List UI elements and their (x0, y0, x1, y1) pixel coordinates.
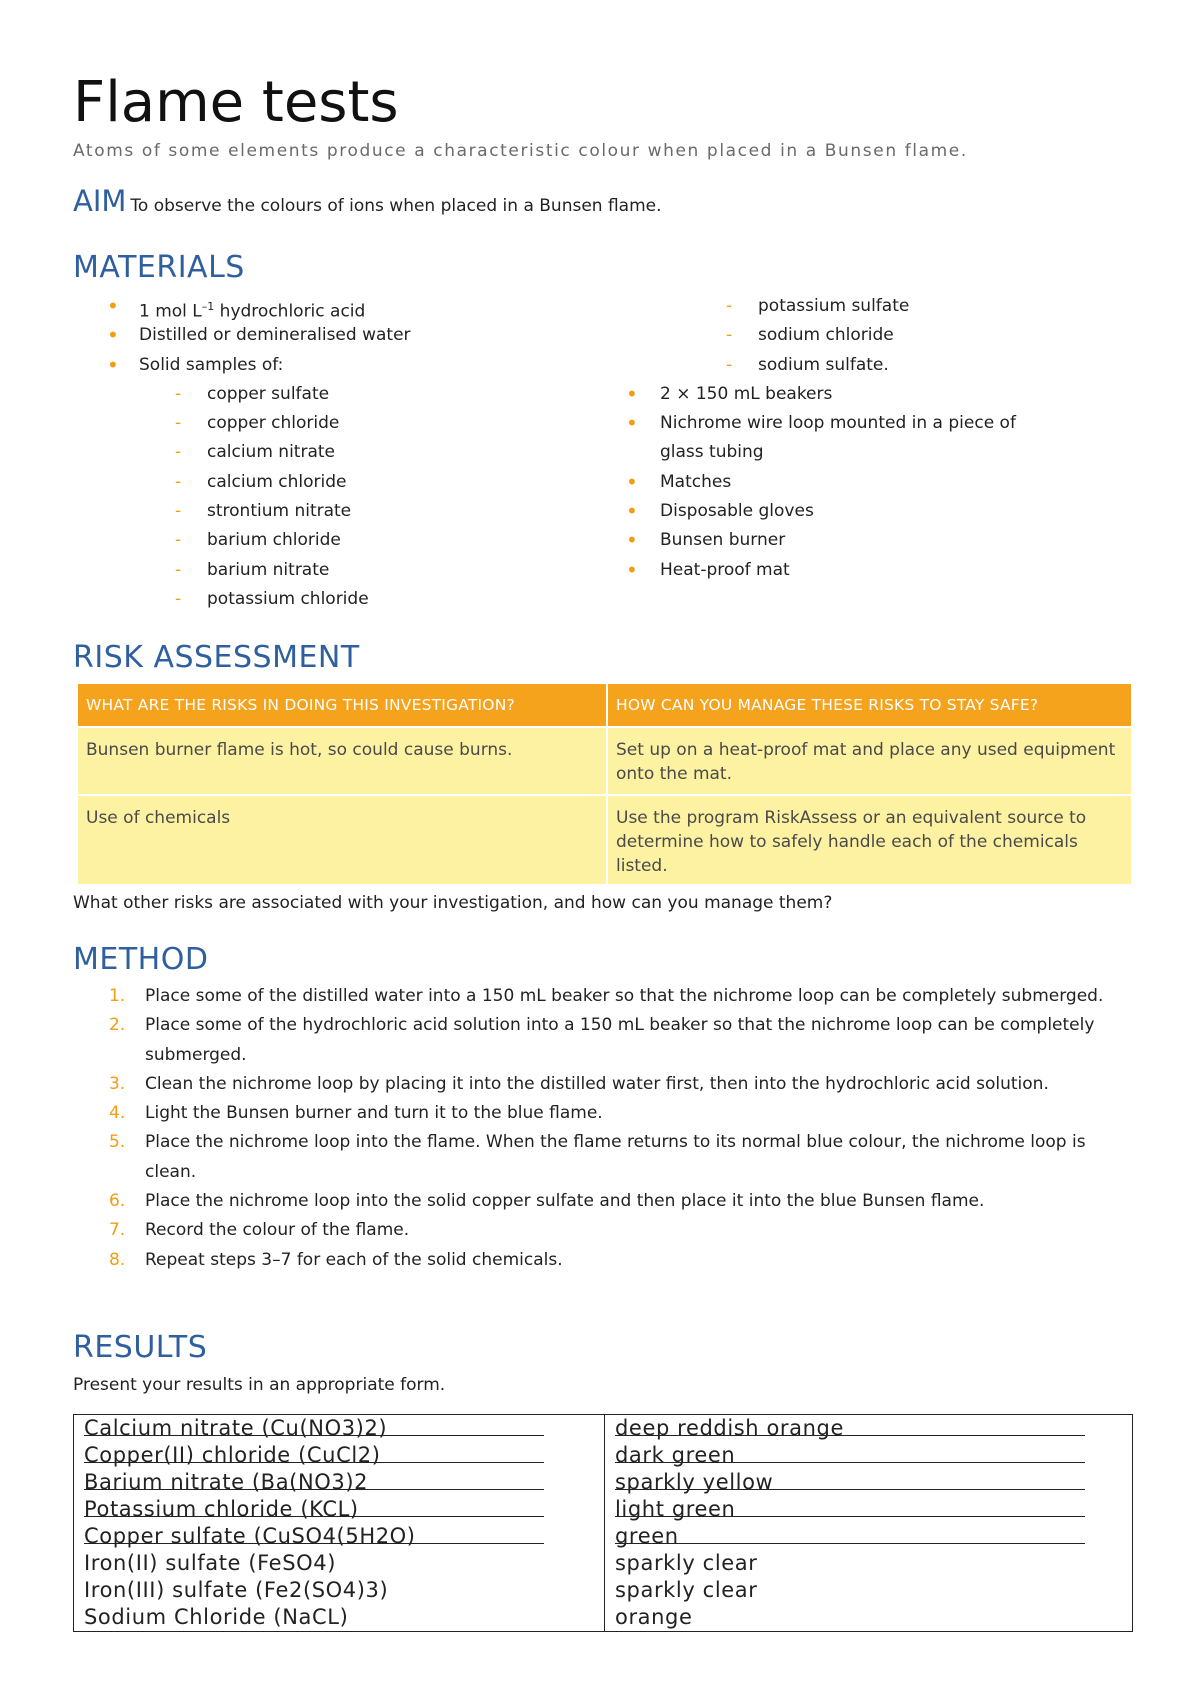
risk-row (77, 795, 1132, 885)
risk-table (76, 682, 1133, 886)
materials-list-right (626, 292, 1133, 585)
step-number: 1. (109, 986, 126, 1006)
chemical-cell (74, 1469, 605, 1496)
materials-item (640, 351, 1133, 380)
materials-item (73, 321, 633, 350)
step-text: Place the nichrome loop into the solid copper sulfate and then place it into the blue Bunsen flame. (145, 1191, 985, 1212)
step-text: Place some of the distilled water into a 150 mL beaker so that the nichrome loop can be completely submerged. (145, 986, 1104, 1006)
step-text: Place the nichrome loop into the flame. When the flame returns to its normal blue colour, the nichrome loop is clean. (145, 1132, 1086, 1182)
step-number: 2. (109, 1015, 126, 1036)
dash-icon: - (726, 325, 733, 346)
materials-item (640, 438, 1133, 467)
results-row (74, 1577, 1133, 1604)
method-heading: METHOD (73, 942, 209, 977)
materials-item-text: Disposable gloves (660, 501, 814, 522)
method-step (73, 1099, 1133, 1128)
results-row (74, 1604, 1133, 1632)
colour-text: sparkly clear (615, 1551, 758, 1575)
step-text: Repeat steps 3–7 for each of the solid chemicals. (145, 1249, 563, 1270)
chemical-cell (74, 1415, 605, 1443)
colour-text: dark green (615, 1442, 1085, 1463)
dash-icon: - (726, 354, 733, 375)
materials-item-text: Bunsen burner (660, 530, 786, 551)
materials-item (73, 468, 633, 497)
chemical-cell (74, 1550, 605, 1577)
results-instruction: Present your results in an appropriate form. (73, 1375, 446, 1395)
colour-cell (605, 1442, 1133, 1469)
step-number: 7. (109, 1220, 126, 1241)
step-number: 6. (109, 1191, 126, 1212)
method-step (73, 1246, 1133, 1275)
bullet-icon: • (626, 557, 638, 582)
risk-col-header: WHAT ARE THE RISKS IN DOING THIS INVESTIGATION? (77, 683, 607, 727)
materials-item-text: strontium nitrate (207, 501, 352, 522)
colour-text: sparkly clear (615, 1578, 758, 1602)
risk-assessment-heading: RISK ASSESSMENT (73, 640, 360, 675)
dash-icon: - (175, 442, 182, 463)
colour-cell (605, 1523, 1133, 1550)
colour-cell (605, 1550, 1133, 1577)
materials-item (626, 526, 1133, 555)
superscript: –1 (201, 300, 215, 313)
step-number: 8. (109, 1249, 126, 1270)
materials-item-text: Matches (660, 471, 732, 492)
materials-item-base: 1 mol L (139, 301, 202, 322)
chemical-text: Copper sulfate (CuSO4(5H2O) (84, 1523, 544, 1544)
chemical-text: Sodium Chloride (NaCL) (84, 1605, 349, 1629)
bullet-icon: • (107, 294, 119, 318)
chemical-cell (74, 1442, 605, 1469)
step-number: 5. (109, 1132, 126, 1153)
manage-cell: Use the program RiskAssess or an equivalent source to determine how to safely handle each of the chemicals listed. (607, 795, 1132, 885)
materials-item-text: Solid samples of: (139, 354, 284, 375)
materials-item (626, 409, 1133, 438)
colour-text: green (615, 1523, 1085, 1544)
bullet-icon: • (107, 323, 119, 348)
aim-line (73, 184, 662, 218)
step-text: Place some of the hydrochloric acid solution into a 150 mL beaker so that the nichrome loop can be completely submerged. (145, 1015, 1095, 1065)
step-text: Record the colour of the flame. (145, 1220, 410, 1241)
dash-icon: - (175, 501, 182, 522)
materials-item-text: sodium chloride (758, 325, 894, 346)
materials-item-text: calcium chloride (207, 471, 347, 492)
dash-icon: - (175, 471, 182, 492)
materials-item-text: 2 × 150 mL beakers (660, 383, 833, 404)
results-heading: RESULTS (73, 1330, 208, 1365)
manage-cell: Set up on a heat-proof mat and place any used equipment onto the mat. (607, 727, 1132, 795)
materials-item (73, 438, 633, 467)
method-step (73, 1070, 1133, 1099)
colour-text: sparkly yellow (615, 1469, 1085, 1490)
materials-item-text: glass tubing (660, 442, 764, 463)
chemical-text: Calcium nitrate (Cu(NO3)2) (84, 1415, 544, 1436)
materials-item-text: copper chloride (207, 413, 340, 434)
chemical-cell (74, 1523, 605, 1550)
materials-item-text: Nichrome wire loop mounted in a piece of (660, 413, 1016, 434)
aim-label: AIM (73, 184, 127, 218)
bullet-icon: • (107, 352, 119, 377)
chemical-text: Copper(II) chloride (CuCl2) (84, 1442, 544, 1463)
colour-cell (605, 1496, 1133, 1523)
materials-item-text: barium chloride (207, 530, 341, 551)
dash-icon: - (175, 413, 182, 434)
chemical-text: Iron(II) sulfate (FeSO4) (84, 1551, 337, 1575)
results-row (74, 1523, 1133, 1550)
materials-item (73, 351, 633, 380)
step-text: Light the Bunsen burner and turn it to the blue flame. (145, 1103, 603, 1124)
risk-row (77, 727, 1132, 795)
method-step (73, 1187, 1133, 1216)
chemical-cell (74, 1604, 605, 1632)
method-step (73, 982, 1133, 1011)
results-row (74, 1415, 1133, 1443)
colour-text: deep reddish orange (615, 1415, 1085, 1436)
step-number: 4. (109, 1103, 126, 1124)
materials-item (640, 292, 1133, 321)
method-step (73, 1216, 1133, 1245)
materials-list-left (73, 292, 633, 614)
colour-cell (605, 1469, 1133, 1496)
materials-item (73, 497, 633, 526)
step-number: 3. (109, 1073, 126, 1094)
method-steps-list (73, 982, 1133, 1275)
materials-item-text: Heat-proof mat (660, 559, 790, 580)
materials-item (73, 292, 633, 321)
results-row (74, 1442, 1133, 1469)
risk-cell: Use of chemicals (77, 795, 607, 885)
materials-item (626, 556, 1133, 585)
dash-icon: - (175, 588, 182, 609)
bullet-icon: • (626, 469, 638, 494)
materials-heading: MATERIALS (73, 250, 245, 285)
dash-icon: - (175, 559, 182, 580)
colour-cell (605, 1577, 1133, 1604)
chemical-text: Potassium chloride (KCL) (84, 1496, 544, 1517)
materials-item-text: sodium sulfate. (758, 354, 889, 375)
results-table (73, 1414, 1133, 1632)
page-subtitle: Atoms of some elements produce a characteristic colour when placed in a Bunsen flame. (73, 141, 968, 161)
colour-text: orange (615, 1605, 693, 1629)
materials-item-text: Distilled or demineralised water (139, 325, 411, 346)
colour-cell (605, 1415, 1133, 1443)
materials-item-text: copper sulfate (207, 383, 330, 404)
results-row (74, 1496, 1133, 1523)
materials-item (73, 380, 633, 409)
bullet-icon: • (626, 528, 638, 553)
materials-item-text: potassium sulfate (758, 296, 910, 316)
colour-text: light green (615, 1496, 1085, 1517)
dash-icon: - (175, 530, 182, 551)
materials-item (626, 497, 1133, 526)
results-row (74, 1469, 1133, 1496)
materials-item (73, 526, 633, 555)
bullet-icon: • (626, 381, 638, 406)
bullet-icon: • (626, 499, 638, 524)
risk-question: What other risks are associated with your investigation, and how can you manage them? (73, 893, 833, 913)
materials-item (626, 380, 1133, 409)
chemical-cell (74, 1577, 605, 1604)
chemical-cell (74, 1496, 605, 1523)
materials-item-text: barium nitrate (207, 559, 330, 580)
bullet-icon: • (626, 411, 638, 436)
method-step (73, 1011, 1133, 1070)
materials-item (73, 556, 633, 585)
materials-item-text: calcium nitrate (207, 442, 335, 463)
results-row (74, 1550, 1133, 1577)
materials-item (73, 585, 633, 614)
risk-cell: Bunsen burner flame is hot, so could cause burns. (77, 727, 607, 795)
risk-table-header-row (77, 683, 1132, 727)
method-step (73, 1128, 1133, 1187)
dash-icon: - (726, 296, 733, 316)
materials-item-text: potassium chloride (207, 588, 369, 609)
dash-icon: - (175, 383, 182, 404)
step-text: Clean the nichrome loop by placing it into the distilled water first, then into the hydrochloric acid solution. (145, 1073, 1049, 1094)
materials-item (640, 321, 1133, 350)
chemical-text: Barium nitrate (Ba(NO3)2 (84, 1469, 544, 1490)
materials-item-after: hydrochloric acid (214, 301, 366, 322)
manage-col-header: HOW CAN YOU MANAGE THESE RISKS TO STAY SAFE? (607, 683, 1132, 727)
chemical-text: Iron(III) sulfate (Fe2(SO4)3) (84, 1578, 389, 1602)
colour-cell (605, 1604, 1133, 1632)
aim-text: To observe the colours of ions when placed in a Bunsen flame. (130, 196, 662, 216)
page-title: Flame tests (73, 70, 399, 135)
materials-item (73, 409, 633, 438)
materials-item (626, 468, 1133, 497)
